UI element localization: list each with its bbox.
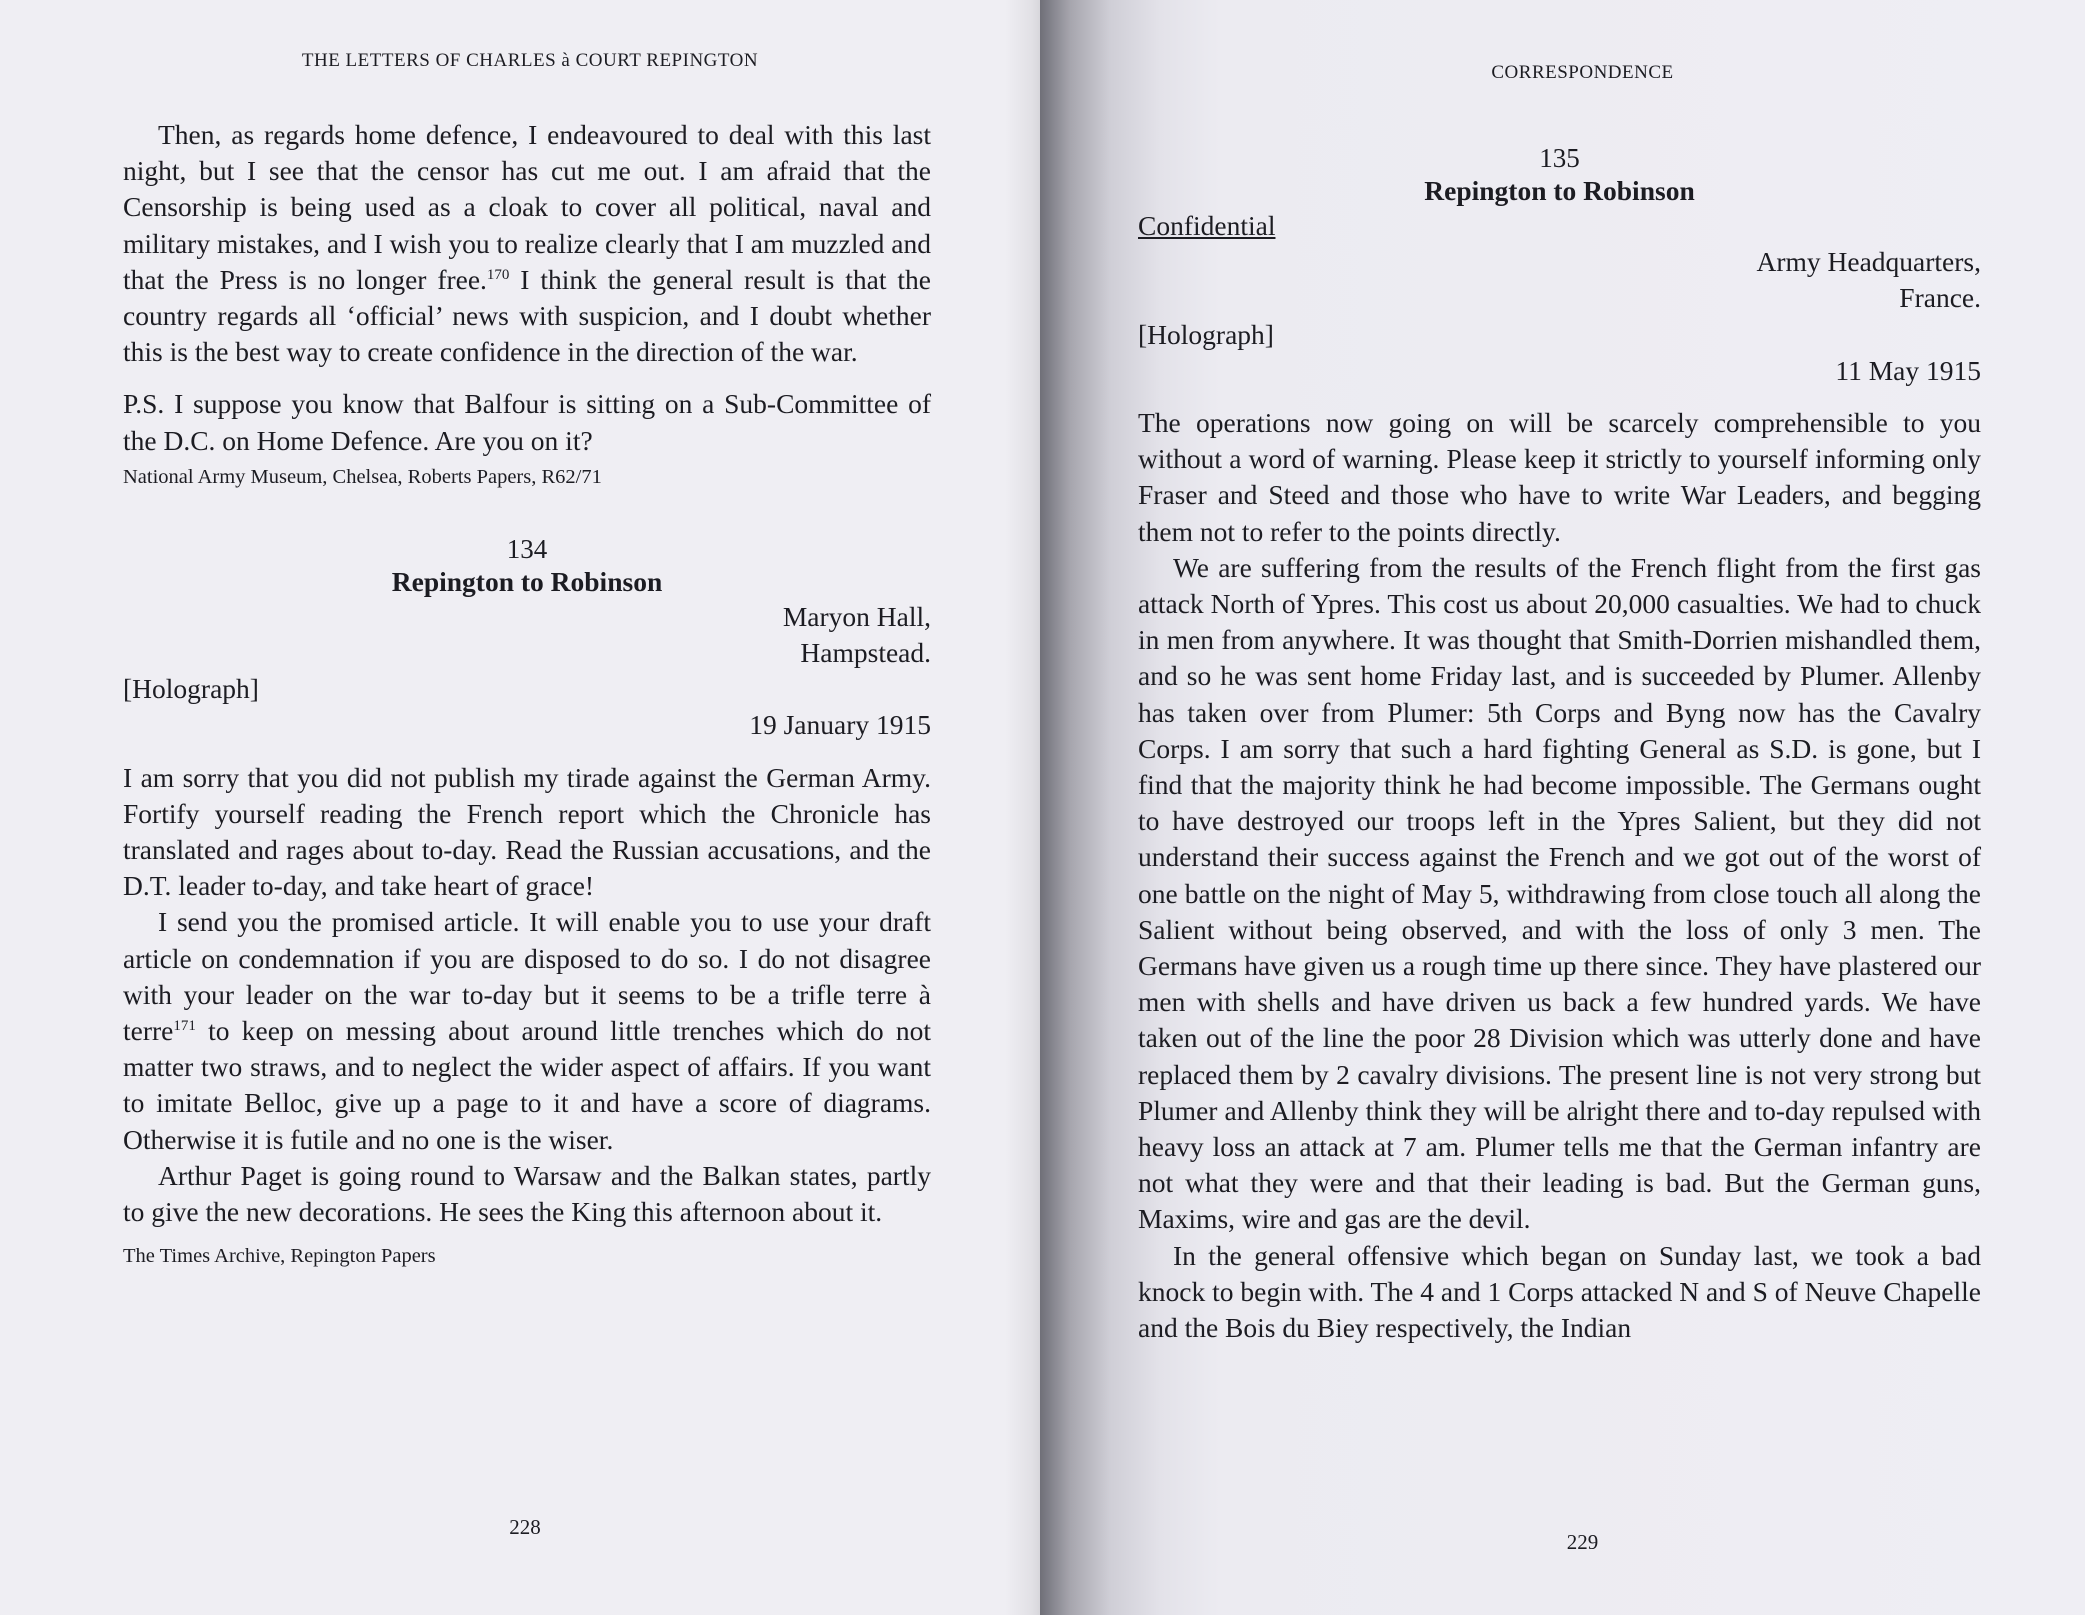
letter-title-135: Repington to Robinson <box>1424 175 1695 206</box>
address-line-2: France. <box>1899 282 1981 314</box>
letter-date: 11 May 1915 <box>1835 354 1981 386</box>
page-number-left: 228 <box>509 1515 541 1539</box>
letter-paragraph-1: I am sorry that you did not publish my tirade against the German Army. Fortify yourself reading the French report which the Chronicle has translated and rages about to-day. Read the Russian accusations, and the D.T. leader to-day, and take heart of grace! <box>123 761 931 902</box>
letter-date: 19 January 1915 <box>749 709 931 741</box>
address-line-2: Hampstead. <box>800 637 931 669</box>
running-head-right: CORRESPONDENCE <box>1491 62 1674 83</box>
letter-paragraph-2-b: to keep on messing about around little trenches which do not matter two straws, and to neglect the wider aspect of affairs. If you want to imitate Belloc, give up a page to it and have a score of diagrams. Otherwise it is futile and no one is the wiser. <box>123 1015 931 1155</box>
continuation-text-b: I think the general result is that the country regards all ‘official’ news with suspicion, and I doubt whether this is the best way to create confidence in the direction of the war. <box>123 263 931 368</box>
letter-paragraph-1: The operations now going on will be scarcely comprehensible to you without a word of warning. Please keep it strictly to yourself informing only Fraser and Steed and those who have to write War Leaders, and begging them not to refer to the points directly. <box>1138 407 1981 547</box>
source-citation-1: National Army Museum, Chelsea, Roberts Papers, R62/71 <box>123 465 602 488</box>
left-page <box>0 0 1040 1615</box>
address-line-1: Army Headquarters, <box>1756 246 1981 278</box>
running-head-left: THE LETTERS OF CHARLES à COURT REPINGTON <box>301 50 759 71</box>
letter-paragraph-2: We are suffering from the results of the French flight from the first gas attack North of Ypres. This cost us about 20,000 casualties. We had to chuck in men from anywhere. It was thought that Smith-Dorrien mishandled them, and so he was sent home Friday last, and is succeeded by Plumer. Allenby has taken over from Plumer: 5th Corps and Byng now has the Cavalry Corps. I am sorry that such a hard fighting General as S.D. is gone, but I find that the majority think he had become impossible. The Germans ought to have destroyed our troops left in the Ypres Salient, but they did not understand their success against the French and we got out of the worst of one battle on the night of May 5, withdrawing from close touch all along the Salient without being observed, and with the loss of only 3 men. The Germans have given us a rough time up there since. They have plastered our men with shells and have driven us back a few hundred yards. We have taken out of the line the poor 28 Division which was utterly done and have replaced them by 2 cavalry divisions. The present line is not very strong but Plumer and Allenby think they will be alright there and to-day repulsed with heavy loss an attack at 7 am. Plumer tells me that the German infantry are not what they were and that their leading is bad. But the German guns, Maxims, wire and gas are the devil. <box>1138 551 1981 1235</box>
letter-paragraph-3: In the general offensive which began on Sunday last, we took a bad knock to begin with. The 4 and 1 Corps attacked N and S of Neuve Chapelle and the Bois du Biey respectively, the Indian <box>1138 1239 1981 1344</box>
letter-number-135: 135 <box>1539 143 1580 173</box>
postscript: P.S. I suppose you know that Balfour is sitting on a Sub-Committee of the D.C. on Home Defence. Are you on it? <box>123 388 931 456</box>
continuation-paragraph <box>123 117 931 370</box>
letter-paragraph-2-a: I send you the promised article. It will enable you to use your draft article on condemnation if you are disposed to do so. I do not disagree with your leader on the war to-day but it seems to be a trifle terre à terre <box>123 906 931 1047</box>
holograph-note: [Holograph] <box>1138 318 1274 350</box>
holograph-note: [Holograph] <box>123 673 259 705</box>
letter-paragraph-3: Arthur Paget is going round to Warsaw and the Balkan states, partly to give the new decorations. He sees the King this afternoon about it. <box>123 1159 931 1228</box>
address-line-1: Maryon Hall, <box>782 600 931 632</box>
footnote-ref-170[interactable]: 170 <box>486 266 510 283</box>
continuation-text-a: Then, as regards home defence, I endeavoured to deal with this last night, but I see that the censor has cut me out. I am afraid that the Censorship is being used as a cloak to cover all political, naval and military mistakes, and I wish you to realize clearly that I am muzzled and that the Press is no longer free. <box>123 119 931 295</box>
left-text-column <box>123 117 931 1270</box>
right-page <box>1040 0 2085 1615</box>
right-text-column <box>1138 142 1981 1346</box>
confidential-label: Confidential <box>1138 210 1276 241</box>
source-citation-2: The Times Archive, Repington Papers <box>123 1245 436 1268</box>
footnote-ref-171[interactable]: 171 <box>173 1017 196 1034</box>
letter-number-134: 134 <box>506 533 548 564</box>
page-number-right: 229 <box>1566 1530 1599 1554</box>
letter-paragraph-2 <box>123 904 931 1157</box>
letter-title-134: Repington to Robinson <box>391 565 663 597</box>
